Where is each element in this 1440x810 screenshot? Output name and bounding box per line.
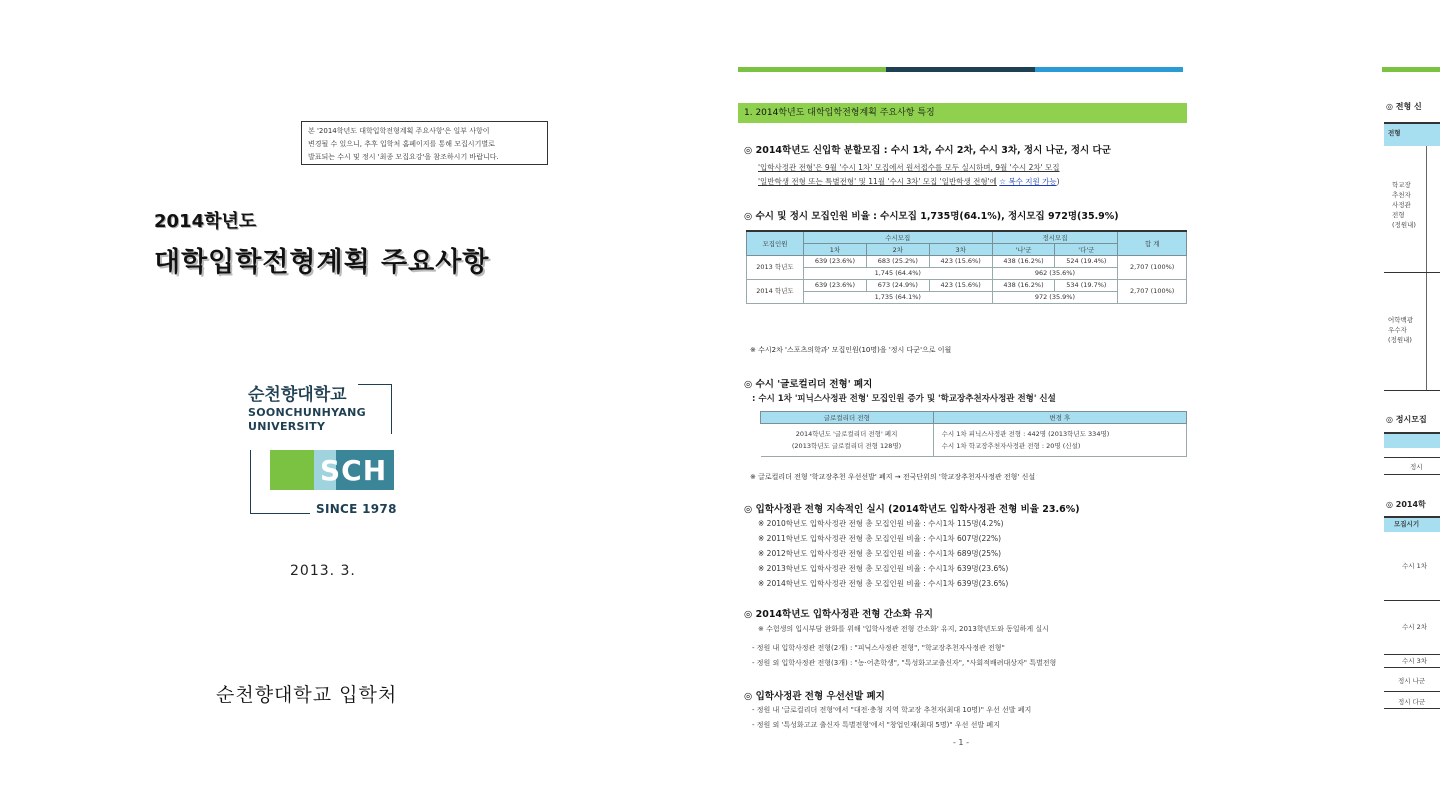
section-title: 1. 2014학년도 대학입학전형계획 주요사항 특징 — [738, 103, 1187, 123]
th-label: 모집인원 — [747, 231, 804, 256]
th-after: 변경 후 — [933, 412, 1186, 424]
glocal-table — [760, 411, 1187, 457]
td-before — [761, 424, 934, 457]
multi-apply-note: ☆ 복수 지원 가능 — [999, 177, 1057, 186]
next-heading: ◎ 전형 신 — [1386, 102, 1422, 111]
logo-green-block — [270, 450, 314, 490]
heading-glocal-abolished: ◎ 수시 '글로컬리더 전형' 폐지 — [744, 379, 873, 390]
ratio-item: ※ 2013학년도 입학사정관 전형 총 모집인원 비율 : 수시1차 639명(23.6%) — [758, 564, 1009, 573]
td-after — [933, 424, 1186, 457]
notice-box — [301, 121, 548, 165]
notice-line: 변경될 수 있으니, 추후 입학처 홈페이지를 통해 모집시기별로 — [308, 140, 495, 148]
cover-year: 2014학년도 — [154, 211, 257, 232]
color-stripe — [1382, 67, 1440, 72]
th-round1: 1차 — [804, 244, 867, 256]
td-total: 2,707 (100%) — [1118, 256, 1187, 280]
td-cell: 423 (15.6%) — [929, 256, 992, 268]
next-th: 모집시기 — [1394, 520, 1420, 528]
notice-line: 본 '2014학년도 대학입학전형계획 주요사항'은 일부 사항이 — [308, 127, 490, 135]
logo-english-1: SOONCHUNHYANG — [248, 406, 367, 419]
next-group — [1388, 315, 1413, 345]
next-row: 수시 1차 — [1402, 562, 1428, 570]
logo-line — [250, 450, 251, 514]
next-th: 전형 — [1388, 129, 1401, 137]
cell-line: 수시 1차 피닉스사정관 전형 : 442명 (2013학년도 334명) — [941, 430, 1110, 438]
text-line — [758, 176, 1060, 187]
th-group-na: '나'군 — [992, 244, 1055, 256]
th-round2: 2차 — [866, 244, 929, 256]
cell-line: 2014학년도 '글로컬리더 전형' 폐지 — [795, 430, 898, 438]
page-number: - 1 - — [953, 738, 969, 747]
th-round3: 3차 — [929, 244, 992, 256]
divider — [1384, 600, 1440, 601]
divider — [1384, 708, 1440, 709]
td-cell: 639 (23.6%) — [804, 256, 867, 268]
td-cell: 534 (19.7%) — [1055, 280, 1118, 292]
text-line: - 정원 외 입학사정관 전형(3개) : "농·어촌학생", "특성화고교출신자", "사회적배려대상자" 특별전형 — [752, 659, 1057, 667]
cover-title: 대학입학전형계획 주요사항 — [154, 247, 490, 278]
next-table-header — [1384, 432, 1440, 448]
td-cell: 438 (16.2%) — [992, 280, 1055, 292]
th-group-da: '다'군 — [1055, 244, 1118, 256]
text-line: - 정원 내 '글로컬리더 전형'에서 "대전·충청 지역 학교장 추천자(최대 10명)" 우선 선발 폐지 — [752, 706, 1032, 714]
next-heading: ◎ 정시모집 — [1386, 415, 1427, 424]
text-span: ) — [1056, 177, 1060, 186]
divider — [1384, 667, 1440, 668]
subheading: : 수시 1차 '피닉스사정관 전형' 모집인원 증가 및 '학교장추천자사정관 전형' 신설 — [752, 394, 1056, 404]
text-line: - 정원 외 '특성화고교 출신자 특별전형'에서 "창업인재(최대 5명)" 우선 선발 폐지 — [752, 721, 1000, 729]
cover-date: 2013. 3. — [290, 563, 356, 579]
logo-line — [250, 513, 310, 514]
heading-admission-officer: ◎ 입학사정관 전형 지속적인 실시 (2014학년도 입학사정관 전형 비율 23.6%) — [744, 504, 1080, 515]
next-cell: 정시 — [1410, 463, 1423, 471]
td-cell: 639 (23.6%) — [804, 280, 867, 292]
group-line: 우수자 — [1388, 326, 1407, 334]
td-year: 2014 학년도 — [747, 280, 804, 304]
logo-sch-text: SCH — [320, 454, 388, 487]
note-glocal: ※ 글로컬리더 전형 '학교장추천 우선선발' 폐지 → 전국단위의 '학교장추천자사정관 전형' 신설 — [750, 473, 1036, 481]
th-total: 합 계 — [1118, 231, 1187, 256]
td-cell: 673 (24.9%) — [866, 280, 929, 292]
next-row: 정시 다군 — [1398, 698, 1426, 706]
text-line: ※ 수험생의 입시부담 완화를 위해 '입학사정관 전형 간소화' 유지, 2013학년도와 동일하게 실시 — [758, 625, 1049, 633]
group-line: 사정관 — [1392, 201, 1411, 209]
ratio-item: ※ 2010학년도 입학사정관 전형 총 모집인원 비율 : 수시1차 115명(4.2%) — [758, 519, 1004, 528]
next-row: 수시 3차 — [1402, 657, 1428, 665]
text-span: '일반학생 전형 또는 특별전형' 및 11월 '수시 3차' 모집 '일반학생 전형'에 — [758, 177, 997, 186]
logo-since: SINCE 1978 — [316, 502, 397, 516]
cell-line: (2013학년도 글로컬리더 전형 128명) — [791, 442, 902, 450]
group-line: 추천자 — [1392, 191, 1411, 199]
logo-bracket — [358, 384, 392, 385]
group-line: (정원내) — [1392, 221, 1416, 229]
th-susi: 수시모집 — [804, 231, 993, 244]
heading-simplification: ◎ 2014학년도 입학사정관 전형 간소화 유지 — [744, 609, 933, 620]
logo-english-2: UNIVERSITY — [248, 420, 326, 433]
cover-page — [0, 0, 690, 810]
td-jeong-sum: 972 (35.9%) — [992, 292, 1118, 304]
th-jeongsi: 정시모집 — [992, 231, 1118, 244]
divider — [1384, 654, 1440, 655]
note-sports: ※ 수시2차 '스포츠의학과' 모집인원(10명)을 '정시 다군'으로 이월 — [750, 346, 952, 354]
main-page — [700, 0, 1230, 810]
td-jeong-sum: 962 (35.6%) — [992, 268, 1118, 280]
logo-mark — [250, 450, 394, 492]
next-group — [1392, 180, 1416, 230]
cover-office: 순천향대학교 입학처 — [216, 684, 398, 706]
th-before: 글로컬리더 전형 — [761, 412, 934, 424]
group-line: 전형 — [1392, 211, 1405, 219]
td-total: 2,707 (100%) — [1118, 280, 1187, 304]
divider — [1384, 390, 1440, 391]
td-susi-sum: 1,745 (64.4%) — [804, 268, 993, 280]
group-line: 학교장 — [1392, 181, 1411, 189]
next-heading: ◎ 2014학 — [1386, 500, 1426, 509]
ratio-item: ※ 2014학년도 입학사정관 전형 총 모집인원 비율 : 수시1차 639명(23.6%) — [758, 579, 1009, 588]
divider — [1426, 146, 1427, 390]
td-cell: 423 (15.6%) — [929, 280, 992, 292]
heading-split-recruitment: ◎ 2014학년도 신입학 분할모집 : 수시 1차, 수시 2차, 수시 3차, 정시 나군, 정시 다군 — [744, 145, 1111, 156]
notice-line: 발표되는 수시 및 정시 '최종 모집요강'을 참조하시기 바랍니다. — [308, 153, 499, 161]
text-line: - 정원 내 입학사정관 전형(2개) : "피닉스사정관 전형", "학교장추천자사정관 전형" — [752, 644, 1005, 652]
td-susi-sum: 1,735 (64.1%) — [804, 292, 993, 304]
next-page — [1370, 0, 1440, 810]
td-cell: 438 (16.2%) — [992, 256, 1055, 268]
td-cell: 683 (25.2%) — [866, 256, 929, 268]
divider — [1384, 691, 1440, 692]
divider — [1384, 457, 1440, 458]
cell-line: 수시 1차 학교장추천자사정관 전형 : 20명 (신설) — [941, 442, 1081, 450]
text-line: '입학사정관 전형'은 9월 '수시 1차' 모집에서 원서접수를 모두 실시하며, 9월 '수시 2차' 모집 — [758, 163, 1060, 172]
quota-table — [746, 230, 1187, 304]
university-logo — [248, 380, 398, 520]
ratio-item: ※ 2012학년도 입학사정관 전형 총 모집인원 비율 : 수시1차 689명(25%) — [758, 549, 1002, 558]
group-line: 어학백광 — [1388, 316, 1414, 324]
next-row: 수시 2차 — [1402, 623, 1428, 631]
group-line: (정원내) — [1388, 336, 1412, 344]
divider — [1384, 474, 1440, 475]
color-stripe — [738, 67, 1183, 72]
heading-quota-ratio: ◎ 수시 및 정시 모집인원 비율 : 수시모집 1,735명(64.1%), 정시모집 972명(35.9%) — [744, 211, 1119, 222]
heading-priority-abolished: ◎ 입학사정관 전형 우선선발 폐지 — [744, 691, 885, 702]
td-year: 2013 학년도 — [747, 256, 804, 280]
next-row: 정시 나군 — [1398, 677, 1426, 685]
logo-bracket — [391, 384, 392, 434]
logo-korean: 순천향대학교 — [248, 385, 347, 405]
divider — [1384, 272, 1440, 273]
td-cell: 524 (19.4%) — [1055, 256, 1118, 268]
ratio-item: ※ 2011학년도 입학사정관 전형 총 모집인원 비율 : 수시1차 607명(22%) — [758, 534, 1002, 543]
